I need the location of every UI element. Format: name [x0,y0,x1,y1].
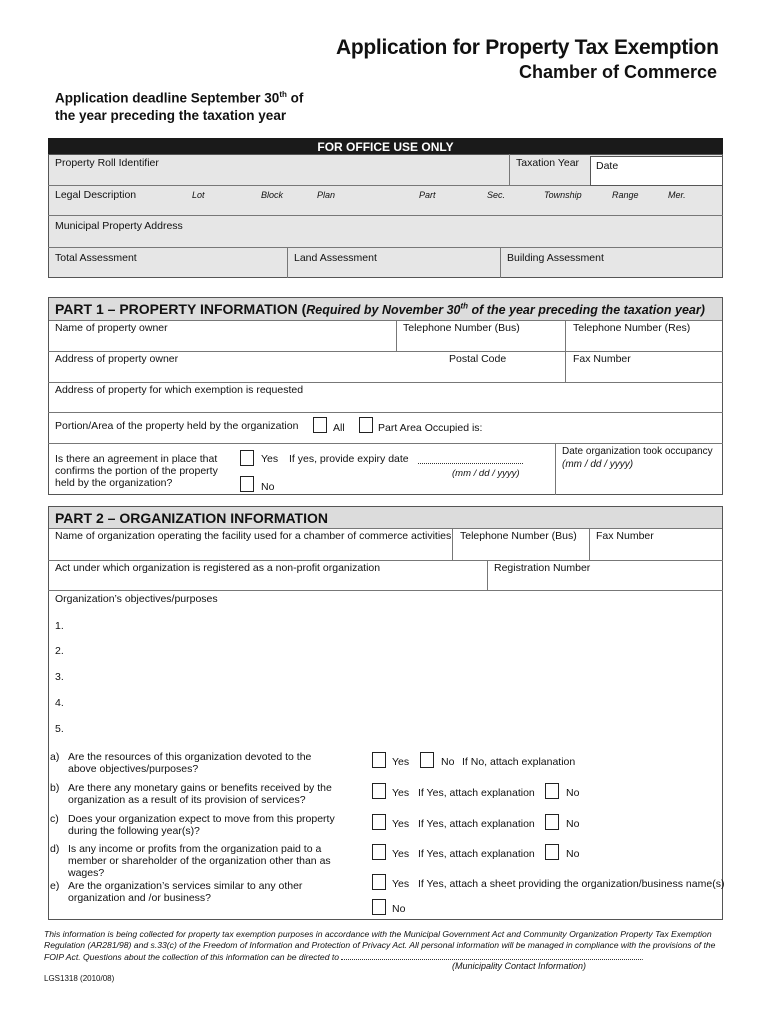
part1-heading-sup: th [460,301,469,311]
objectives-label: Organization’s objectives/purposes [55,593,218,605]
question-d-letter: d) [50,843,60,855]
question-d-yes-label: Yes [392,848,410,860]
deadline-line2: the year preceding the taxation year [55,107,287,123]
all-checkbox[interactable] [313,417,327,433]
question-b-no-label: No [566,787,580,799]
part1-heading-a: PART 1 – PROPERTY INFORMATION ( [55,301,307,317]
question-e-explanation: If Yes, attach a sheet providing the organization/business name(s) [418,878,725,890]
question-d-text: Is any income or profits from the organization paid to a member or shareholder of the organization other than as wages? [68,843,331,879]
part-area-label: Part Area Occupied is: [378,422,483,434]
privacy-notice: This information is being collected for property tax exemption purposes in accordance with the Municipal Government Act and Community Organization Property Tax Exemption Regulation (AR281/98) and s.33(c) of the Freedom of Information and Protection of Privacy Act. All personal information will be managed in compliance with the provisions of the FOIP Act. Questions about the collection of this information can be directed to . [44,929,716,962]
form-number: LGS1318 (2010/08) [44,974,115,983]
expiry-date-format: (mm / dd / yyyy) [452,468,520,479]
question-d-explanation: If Yes, attach explanation [418,848,535,860]
expiry-date-line[interactable] [418,463,523,464]
taxation-year-label: Taxation Year [516,157,580,169]
objective-5: 5. [55,723,64,735]
contact-blank-line[interactable] [341,951,641,960]
office-use-label: FOR OFFICE USE ONLY [317,140,454,154]
occupancy-label: Date organization took occupancy [562,446,713,457]
sec-label: Sec. [487,190,506,200]
agreement-question: Is there an agreement in place that confirms the portion of the property held by the organization? [55,453,218,489]
question-e-yes-checkbox[interactable] [372,874,386,890]
question-a-no-checkbox[interactable] [420,752,434,768]
postal-code-label: Postal Code [449,353,507,365]
question-c-yes-label: Yes [392,818,410,830]
question-a-letter: a) [50,751,60,763]
part1-heading-c: of the year preceding the taxation year) [468,303,705,317]
contact-info-caption: (Municipality Contact Information) [452,961,587,971]
tel-bus-label: Telephone Number (Bus) [403,322,520,334]
owner-address-label: Address of property owner [55,353,179,365]
exempt-address-label: Address of property for which exemption is requested [55,384,304,396]
building-assessment-label: Building Assessment [507,252,604,264]
mer-label: Mer. [668,190,686,200]
org-tel-bus-label: Telephone Number (Bus) [460,530,577,542]
question-c-explanation: If Yes, attach explanation [418,818,535,830]
privacy-text: This information is being collected for property tax exemption purposes in accordance with the Municipal Government Act and Community Organization Property Tax Exemption Regulation (AR281/98) and s.33(c) of the Freedom of Information and Protection of Privacy Act. All personal information will be managed in compliance with the provisions of the FOIP Act. Questions about the collection of this information can be directed to [44,929,716,962]
question-e-no-label: No [392,903,406,915]
deadline-line1-post: of [286,90,304,106]
fax-number-label: Fax Number [573,353,631,365]
question-d-no-label: No [566,848,580,860]
objective-4: 4. [55,697,64,709]
all-label: All [333,422,345,434]
question-b-no-checkbox[interactable] [545,783,559,799]
question-e-yes-label: Yes [392,878,410,890]
agreement-no-checkbox[interactable] [240,476,254,492]
occupancy-format: (mm / dd / yyyy) [562,459,634,470]
agreement-no-label: No [261,481,275,493]
land-assessment-label: Land Assessment [294,252,377,264]
deadline-notice [55,86,303,124]
part1-heading-b: Required by November 30 [306,303,461,317]
total-assessment-label: Total Assessment [55,252,137,264]
question-d-no-checkbox[interactable] [545,844,559,860]
question-b-letter: b) [50,782,60,794]
owner-name-label: Name of property owner [55,322,168,334]
objective-1: 1. [55,620,64,632]
block-label: Block [261,190,284,200]
part1-heading [55,301,705,317]
legal-description-label: Legal Description [55,189,137,201]
plan-label: Plan [317,190,336,200]
township-label: Township [544,190,582,200]
form-title: Application for Property Tax Exemption [336,36,719,59]
question-a-yes-label: Yes [392,756,410,768]
registration-number-label: Registration Number [494,562,591,574]
objective-2: 2. [55,645,64,657]
question-e-letter: e) [50,880,60,892]
question-b-text: Are there any monetary gains or benefits received by the organization as a result of its provision of services? [68,782,332,806]
expiry-label: If yes, provide expiry date [289,453,409,465]
question-c-text: Does your organization expect to move from this property during the following year(s)? [68,813,335,837]
question-a-yes-checkbox[interactable] [372,752,386,768]
question-b-yes-checkbox[interactable] [372,783,386,799]
question-b-explanation: If Yes, attach explanation [418,787,535,799]
property-roll-label: Property Roll Identifier [55,157,159,169]
question-c-letter: c) [50,813,59,825]
objective-3: 3. [55,671,64,683]
question-c-no-checkbox[interactable] [545,814,559,830]
act-label: Act under which organization is registered as a non-profit organization [55,562,381,574]
date-label: Date [596,160,619,172]
lot-label: Lot [192,190,205,200]
question-c-no-label: No [566,818,580,830]
agreement-yes-checkbox[interactable] [240,450,254,466]
question-e-text: Are the organization’s services similar to any other organization and /or business? [68,880,303,904]
deadline-line1-pre: Application deadline September 30 [55,90,280,106]
question-b-yes-label: Yes [392,787,410,799]
question-a-explanation: If No, attach explanation [462,756,576,768]
question-a-no-label: No [441,756,455,768]
form-subtitle: Chamber of Commerce [519,62,718,82]
org-fax-label: Fax Number [596,530,654,542]
agreement-yes-label: Yes [261,453,279,465]
municipal-address-label: Municipal Property Address [55,220,183,232]
portion-label: Portion/Area of the property held by the organization [55,420,299,432]
part-checkbox[interactable] [359,417,373,433]
range-label: Range [612,190,639,200]
org-name-label: Name of organization operating the facility used for a chamber of commerce activities [55,530,452,542]
question-a-text: Are the resources of this organization devoted to the above objectives/purposes? [68,751,312,775]
part2-heading: PART 2 – ORGANIZATION INFORMATION [55,510,328,526]
question-c-yes-checkbox[interactable] [372,814,386,830]
question-e-no-checkbox[interactable] [372,899,386,915]
deadline-sup: th [279,90,287,99]
tel-res-label: Telephone Number (Res) [573,322,691,334]
question-d-yes-checkbox[interactable] [372,844,386,860]
part-label: Part [419,190,436,200]
